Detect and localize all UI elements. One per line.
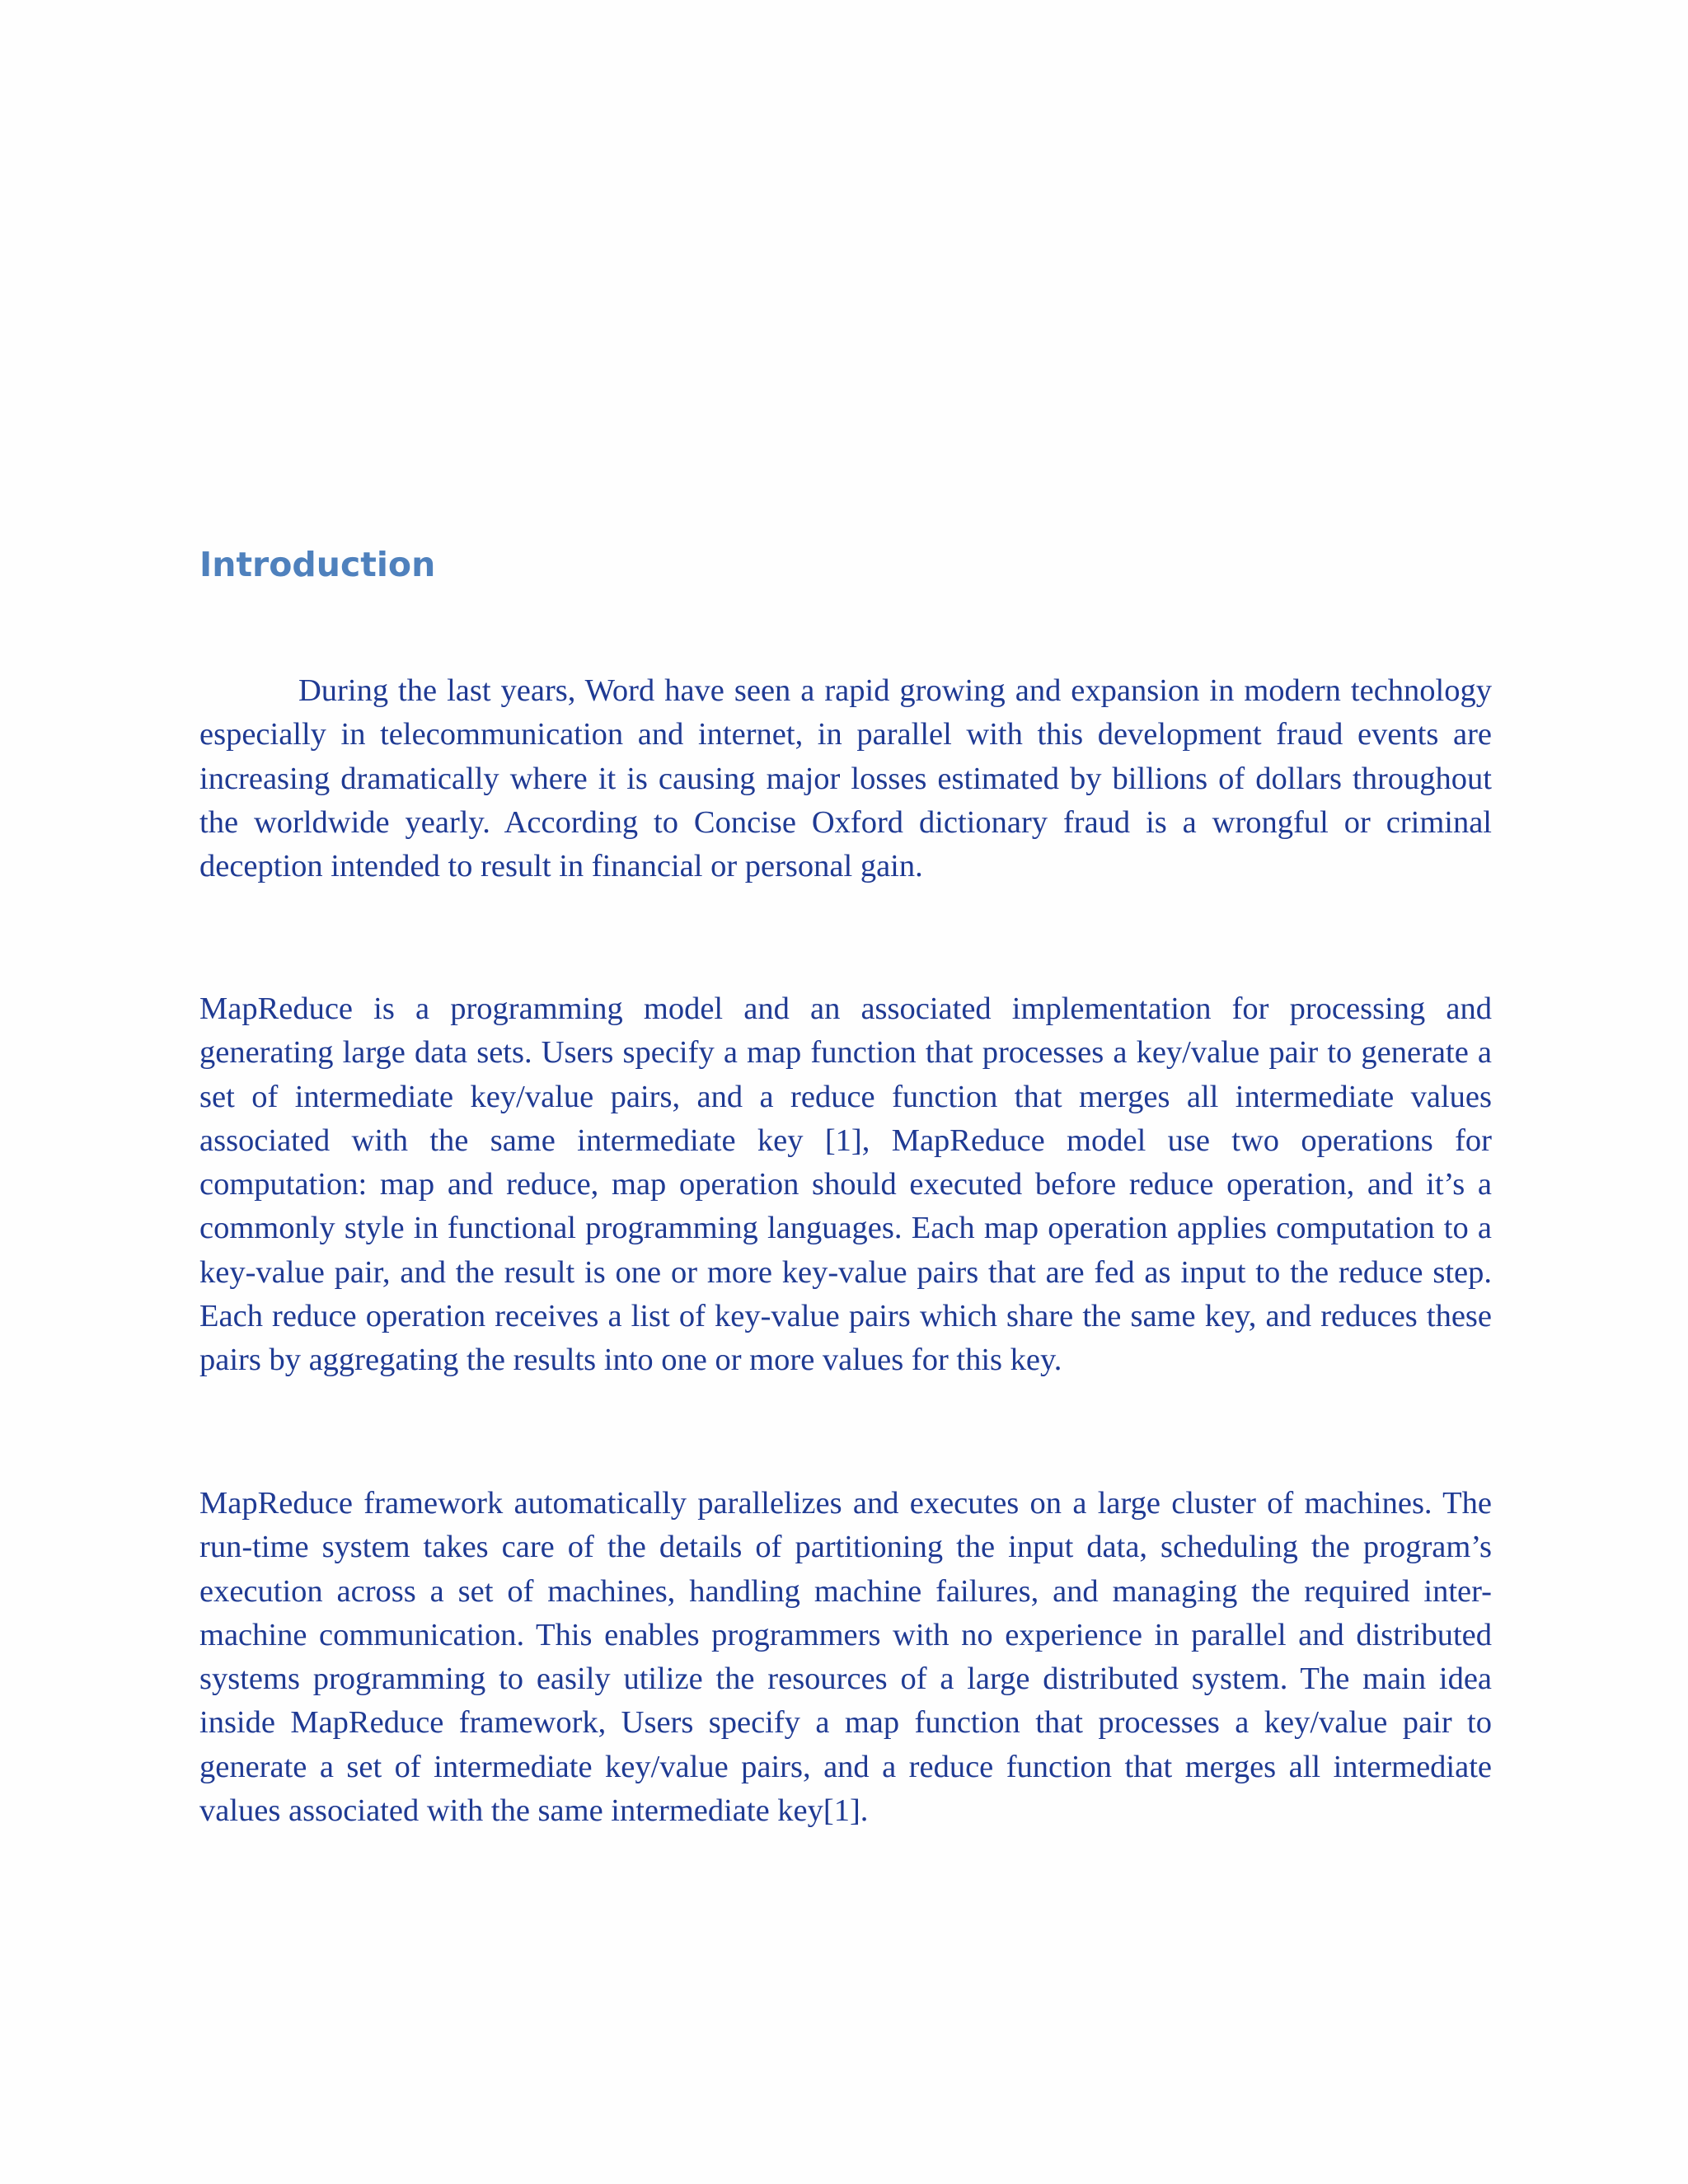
section-heading: Introduction	[199, 545, 436, 584]
paragraph-mapreduce-framework: MapReduce framework automatically parallelizes and executes on a large cluster of machines. The run-time system takes care of the details of partitioning the input data, scheduling the program’s execution across a set of machines, handling machine failures, and managing the required inter-machine communication. This enables programmers with no experience in parallel and distributed systems programming to easily utilize the resources of a large distributed system. The main idea inside MapReduce framework, Users specify a map function that processes a key/value pair to generate a set of intermediate key/value pairs, and a reduce function that merges all intermediate values associated with the same intermediate key[1].	[199, 1486, 1492, 1829]
paragraph-fraud-intro: During the last years, Word have seen a rapid growing and expansion in modern technology especially in telecommunication and internet, in parallel with this development fraud events are increasing dramatically where it is causing major losses estimated by billions of dollars throughout the worldwide yearly. According to Concise Oxford dictionary fraud is a wrongful or criminal deception intended to result in financial or personal gain.	[199, 673, 1492, 884]
paragraph-mapreduce-model: MapReduce is a programming model and an associated implementation for processing and generating large data sets. Users specify a map function that processes a key/value pair to generate a set of intermediate key/value pairs, and a reduce function that merges all intermediate values associated with the same intermediate key [1], MapReduce model use two operations for computation: map and reduce, map operation should executed before reduce operation, and it’s a commonly style in functional programming languages. Each map operation applies computation to a key-value pair, and the result is one or more key-value pairs that are fed as input to the reduce step. Each reduce operation receives a list of key-value pairs which share the same key, and reduces these pairs by aggregating the results into one or more values for this key.	[199, 991, 1492, 1378]
